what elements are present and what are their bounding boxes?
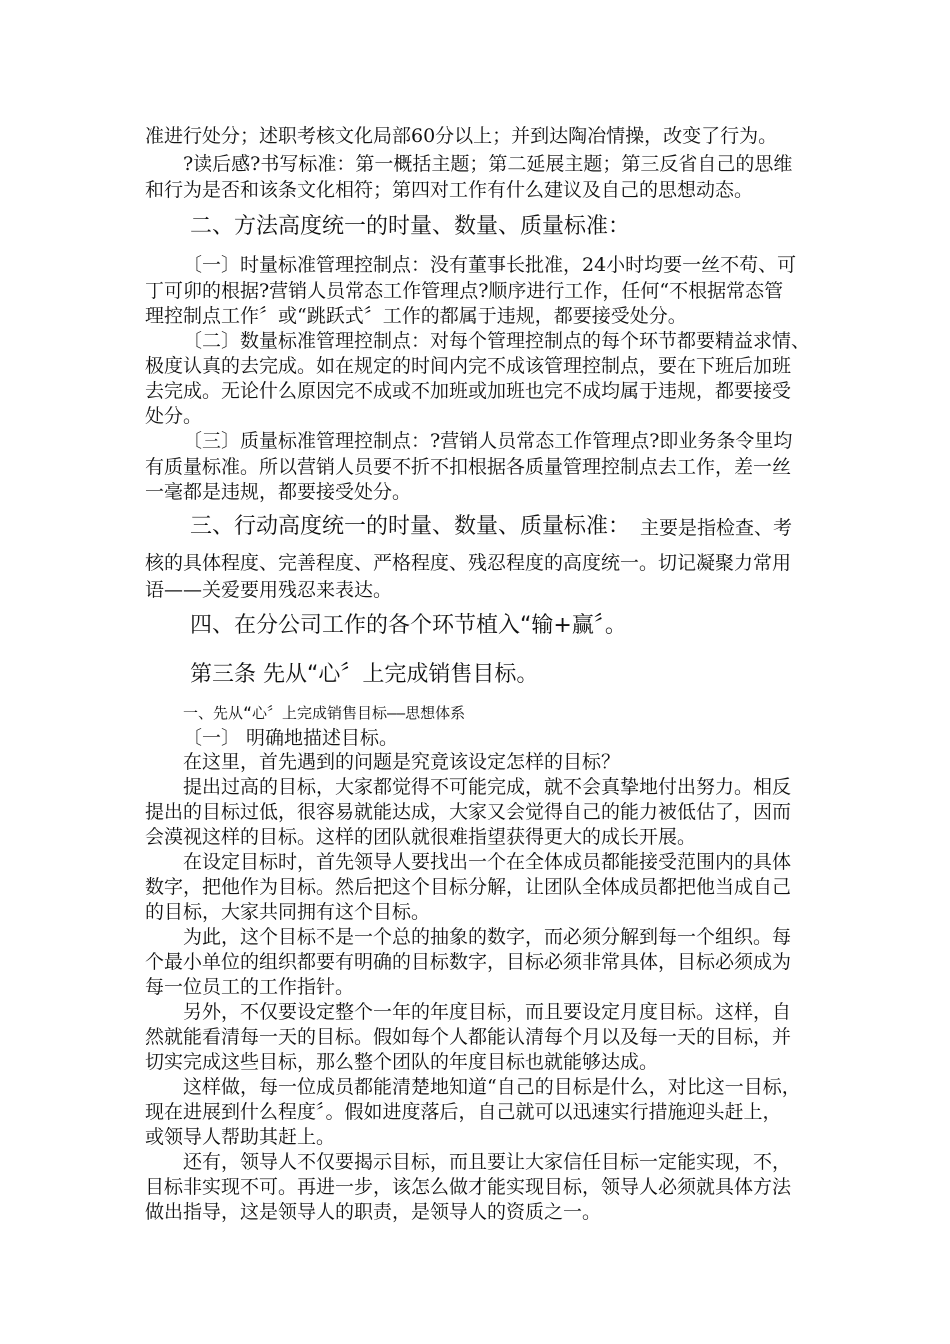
section-heading: 二、方法高度统一的时量、数量、质量标准： — [190, 214, 631, 239]
text-line: 去完成。无论什么原因完不成或不加班或加班也完不成均属于违规，都要接受 — [145, 380, 792, 402]
text-line: 个最小单位的组织都要有明确的目标数字，目标必须非常具体，目标必须成为 — [145, 951, 792, 973]
text-line: 〔二〕数量标准管理控制点：对每个管理控制点的每个环节都要精益求情、 — [183, 330, 811, 352]
text-line: 主要是指检查、考 — [640, 517, 793, 539]
text-line: 在这里，首先遇到的问题是究竟该设定怎样的目标？ — [183, 751, 621, 773]
subsection-heading: 一、先从“心〞上完成销售目标——思想体系 — [183, 704, 466, 722]
text-line: 切实完成这些目标，那么整个团队的年度目标也就能够达成。 — [145, 1051, 659, 1073]
text-line: 核的具体程度、完善程度、严格程度、残忍程度的高度统一。切记凝聚力常用 — [145, 552, 792, 574]
text-line: 还有，领导人不仅要揭示目标，而且要让大家信任目标一定能实现，不， — [183, 1151, 792, 1173]
text-line: 理控制点工作〞或“跳跃式〞工作的都属于违规，都要接受处分。 — [145, 305, 687, 327]
text-line: 或领导人帮助其赶上。 — [145, 1126, 336, 1148]
text-line: 提出过高的目标，大家都觉得不可能完成，就不会真挚地付出努力。相反 — [183, 776, 792, 798]
article-heading: 第三条 先从“心〞上完成销售目标。 — [190, 662, 539, 687]
text-line: 为此，这个目标不是一个总的抽象的数字，而必须分解到每一个组织。每 — [183, 926, 792, 948]
text-line: 处分。 — [145, 405, 203, 427]
text-line: 另外，不仅要设定整个一年的年度目标，而且要设定月度目标。这样，自 — [183, 1001, 792, 1023]
text-line: 做出指导，这是领导人的职责，是领导人的资质之一。 — [145, 1201, 602, 1223]
text-line: 的目标，大家共同拥有这个目标。 — [145, 901, 431, 923]
text-line: 极度认真的去完成。如在规定的时间内完不成该管理控制点，要在下班后加班 — [145, 355, 792, 377]
text-line: 丁可卯的根据?营销人员常态工作管理点?顺序进行工作，任何“不根据常态管 — [145, 280, 784, 302]
text-line: 有质量标准。所以营销人员要不折不扣根据各质量管理控制点去工作，差一丝 — [145, 456, 792, 478]
text-line: 语——关爱要用残忍来表达。 — [145, 579, 393, 601]
text-line: 一毫都是违规，都要接受处分。 — [145, 481, 412, 503]
text-line: 目标非实现不可。再进一步，该怎么做才能实现目标，领导人必须就具体方法 — [145, 1176, 792, 1198]
text-line: 会漠视这样的目标。这样的团队就很难指望获得更大的成长开展。 — [145, 826, 697, 848]
item-heading: 〔一〕 明确地描述目标。 — [183, 727, 399, 749]
section-heading: 四、在分公司工作的各个环节植入“输+赢〞。 — [190, 613, 627, 638]
text-line: 准进行处分；述职考核文化局部60分以上；并到达陶冶情操，改变了行为。 — [145, 125, 778, 147]
section-heading: 三、行动高度统一的时量、数量、质量标准： — [190, 514, 631, 539]
text-line: 〔三〕质量标准管理控制点：?营销人员常态工作管理点?即业务条令里均 — [183, 430, 793, 452]
text-line: ?读后感?书写标准：第一概括主题；第二延展主题；第三反省自己的思维 — [183, 153, 793, 175]
text-line: 提出的目标过低，很容易就能达成，大家又会觉得自己的能力被低估了，因而 — [145, 801, 792, 823]
text-line: 然就能看清每一天的目标。假如每个人都能认清每个月以及每一天的目标，并 — [145, 1026, 792, 1048]
text-line: 现在进展到什么程度〞。假如进度落后，自己就可以迅速实行措施迎头赶上， — [145, 1101, 782, 1123]
text-line: 这样做，每一位成员都能清楚地知道“自己的目标是什么，对比这一目标， — [183, 1076, 801, 1098]
text-line: 和行为是否和该条文化相符；第四对工作有什么建议及自己的思想动态。 — [145, 179, 754, 201]
text-line: 数字，把他作为目标。然后把这个目标分解，让团队全体成员都把他当成自己 — [145, 876, 792, 898]
text-line: 〔一〕时量标准管理控制点：没有董事长批准，24小时均要一丝不苟、可 — [183, 254, 797, 276]
text-line: 在设定目标时，首先领导人要找出一个在全体成员都能接受范围内的具体 — [183, 851, 792, 873]
text-line: 每一位员工的工作指针。 — [145, 976, 355, 998]
